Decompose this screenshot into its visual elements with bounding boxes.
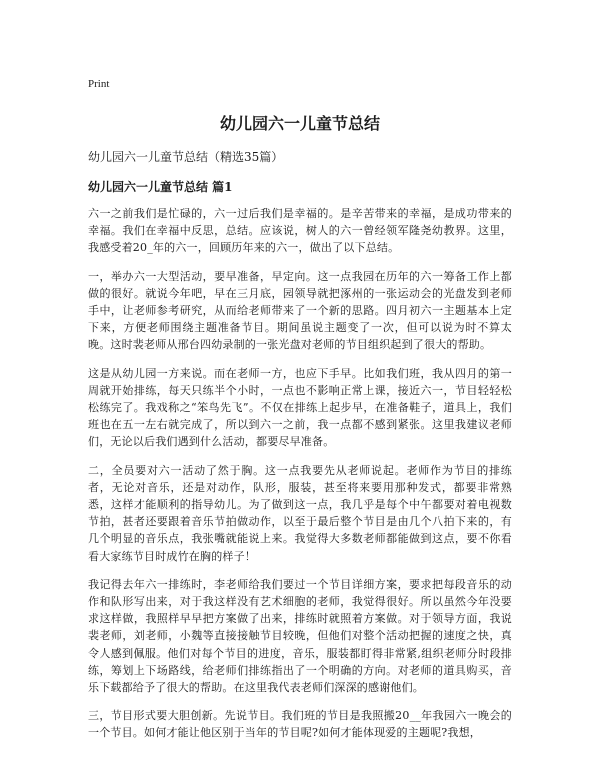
document-subtitle: 幼儿园六一儿童节总结（精选35篇） [88, 150, 284, 164]
paragraph: 二，全员要对六一活动了然于胸。这一点我要先从老师说起。老师作为节目的排练者，无论对音乐，还是对动作，队形，服装，甚至将来要用那种发式，都要非常熟悉，这样才能顺利的指导幼儿。为了做到这一点，我几乎是每个中午都要对着电视数节拍，甚者还要跟着音乐节拍做动作，以至于最后整个节目是由几个八拍下来的，有几个明显的音乐点，我张嘴就能说上来。我觉得大多数老师都能做到这点，要不你看看大家练节目时成竹在胸的样子！ [88, 463, 512, 563]
paragraph: 我记得去年六一排练时，李老师给我们要过一个节目详细方案，要求把每段音乐的动作和队形写出来，对于我这样没有艺术细胞的老师，我觉得很好。所以虽然今年没要求这样做，我照样早早把方案做了出来，排练时就照着方案做。对于领导方面，我说裴老师，刘老师，小魏等直接接触节目较晚，但他们对整个活动把握的速度之快，真令人感到佩服。他们对每个节目的进度，音乐，服装都盯得非常紧,组织老师分时段排练，筹划上下场路线，给老师们排练指出了一个明确的方向。对老师的道具购买，音乐下载都给予了很大的帮助。在这里我代表老师们深深的感谢他们。 [88, 577, 512, 695]
document-page [88, 72, 512, 753]
paragraph: 一，举办六一大型活动，要早准备，早定向。这一点我园在历年的六一筹备工作上都做的很好。就说今年吧，早在三月底，园领导就把涿州的一张运动会的光盘发到老师手中，让老师参考研究，从而给老师带来了一个新的思路。四月初六一主题基本上定下来，方便老师围绕主题准备节目。期间虽说主题变了一次，但可以说为时不算太晚。这时裴老师从邢台四幼录制的一张光盘对老师的节目组织起到了很大的帮助。 [88, 269, 512, 352]
document-title: 幼儿园六一儿童节总结 [219, 114, 380, 133]
section-heading: 幼儿园六一儿童节总结 篇1 [88, 180, 233, 194]
print-link[interactable]: Print [88, 78, 110, 90]
paragraph: 六一之前我们是忙碌的，六一过后我们是幸福的。是辛苦带来的幸福，是成功带来的幸福。我们在幸福中反思，总结。应该说，树人的六一曾经领军隆尧幼教界。这里，我感受着20_年的六一，回顾历年来的六一，做出了以下总结。 [88, 207, 512, 255]
paragraph: 这是从幼儿园一方来说。而在老师一方，也应下手早。比如我们班，我从四月的第一周就开始排练，每天只练半个小时，一点也不影响正常上课，接近六一，节目轻轻松松练完了。我戏称之“笨鸟先飞”。不仅在排练上起步早，在准备鞋子，道具上，我们班也在五一左右就完成了，所以到六一之前，我一点都不感到紧张。这里我建议老师们，无论以后我们遇到什么活动，都要尽早准备。 [88, 366, 512, 449]
paragraph: 三，节目形式要大胆创新。先说节目。我们班的节目是我照搬20__年我园六一晚会的一个节目。如何才能让他区别于当年的节目呢?如何才能体现爱的主题呢?我想， [88, 709, 512, 740]
